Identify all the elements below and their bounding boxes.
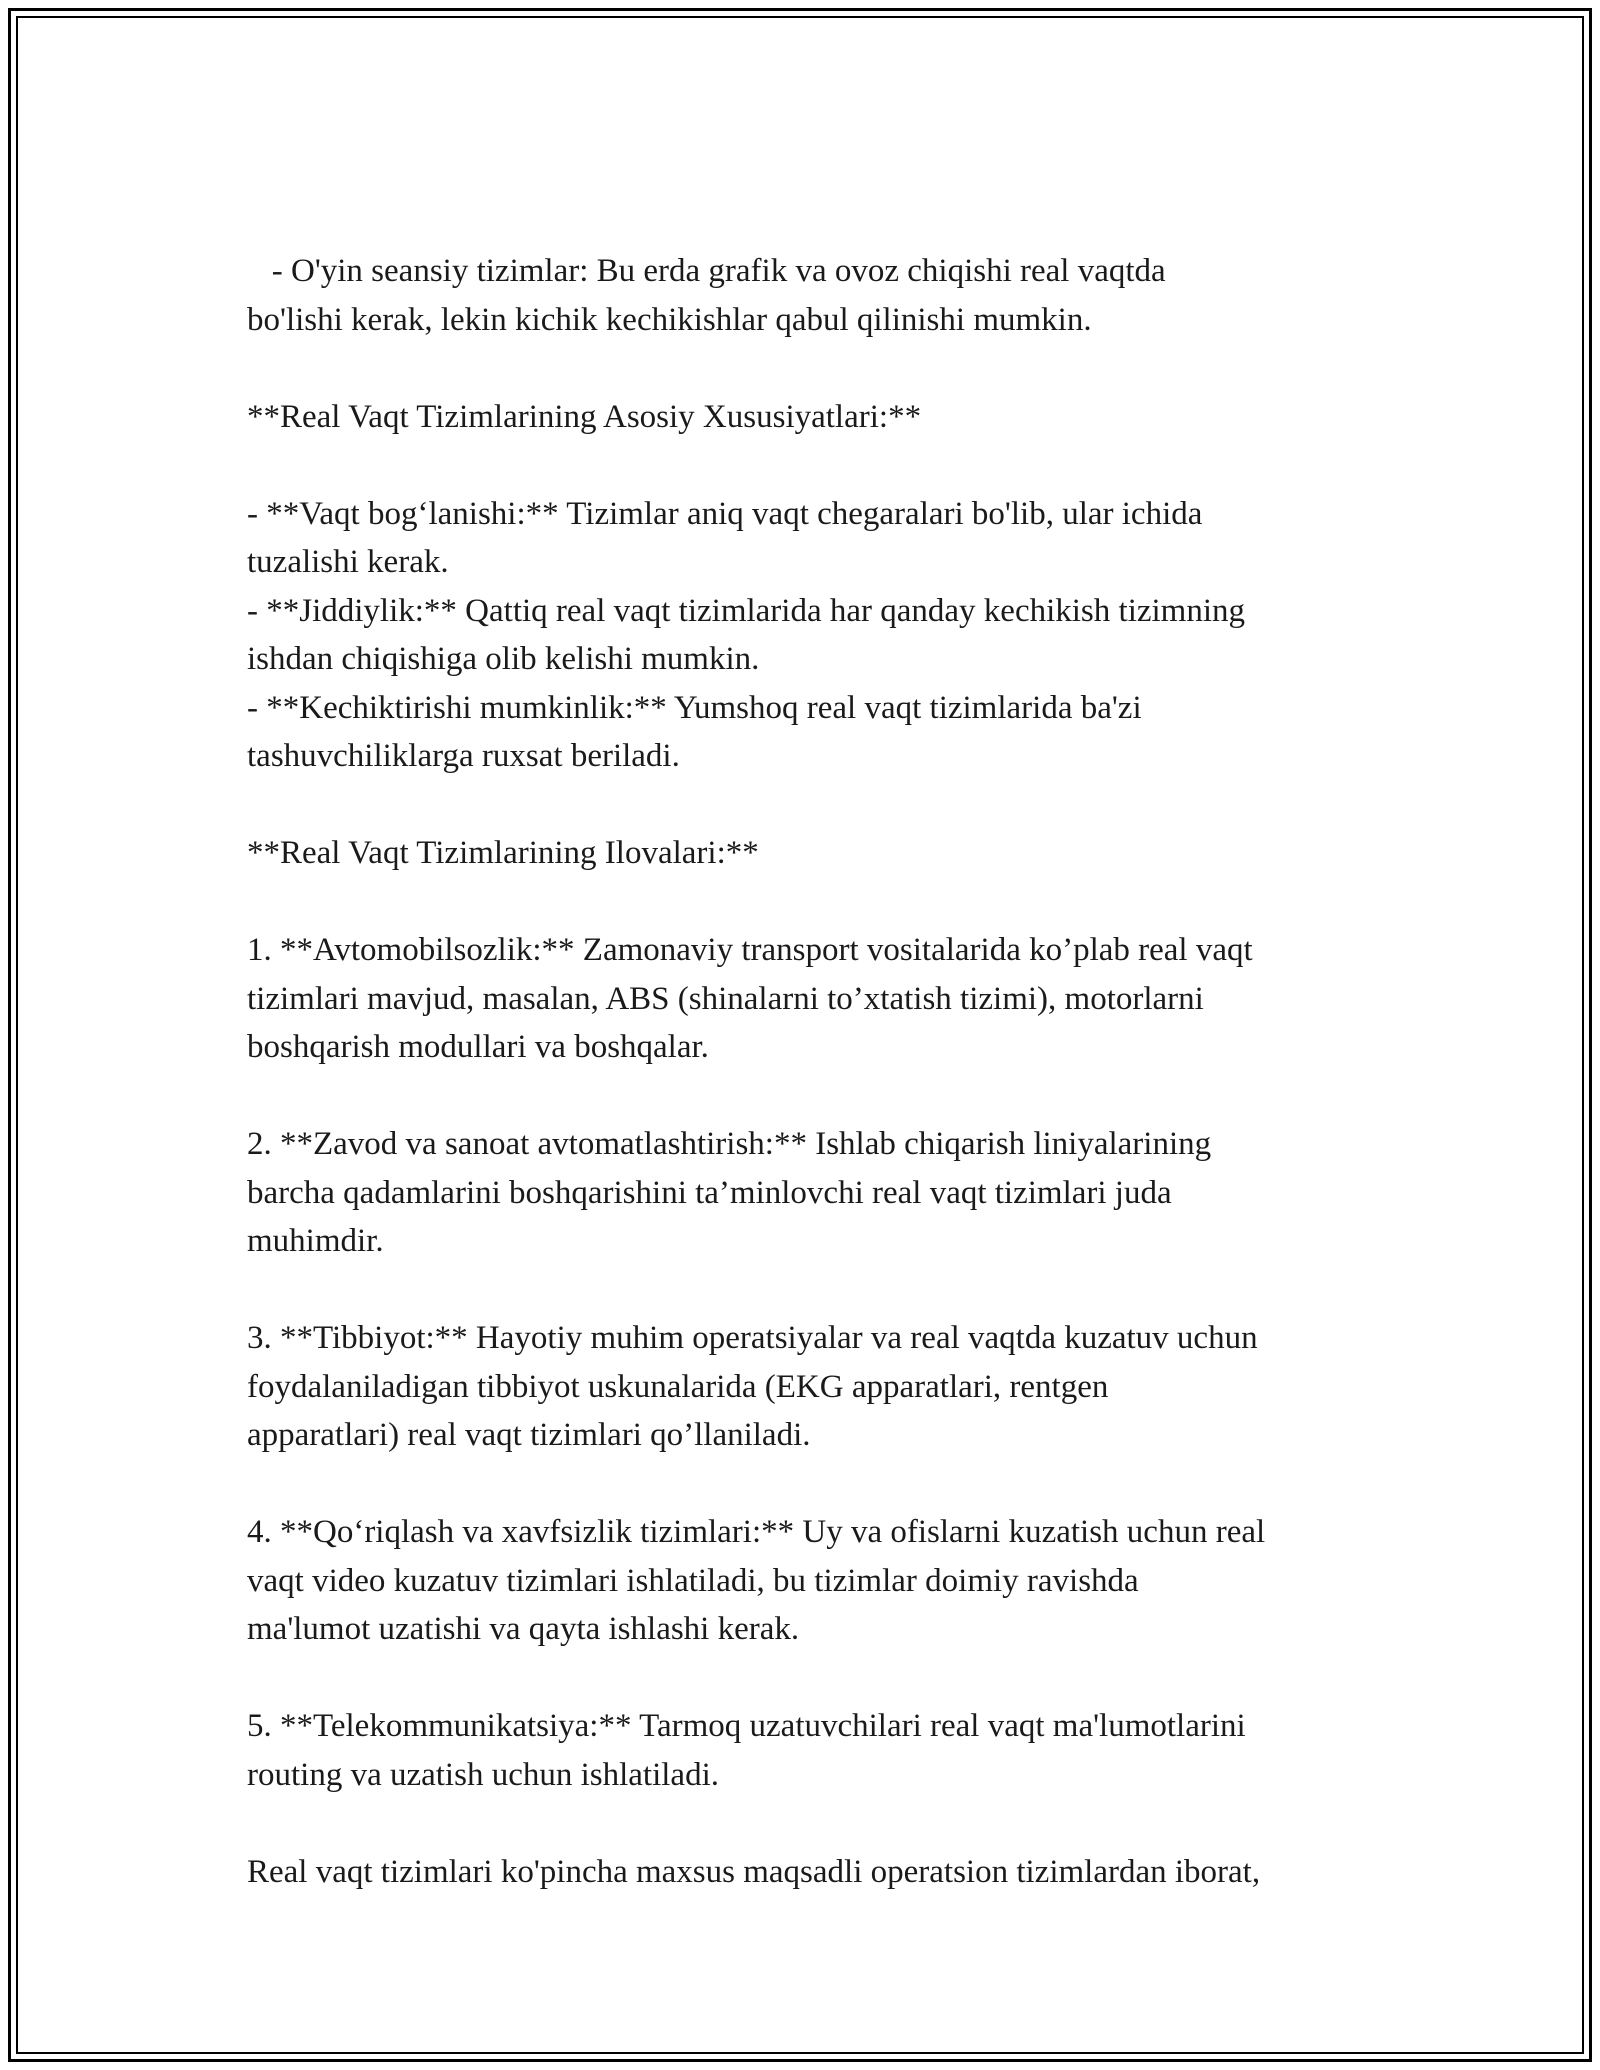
- paragraph-gap: [247, 1799, 1397, 1848]
- section-heading: **Real Vaqt Tizimlarining Ilovalari:**: [247, 835, 759, 871]
- text-line: boshqarish modullari va boshqalar.: [247, 1029, 709, 1065]
- list-item: - **Vaqt bog‘lanishi:** Tizimlar aniq vaqt chegaralari bo'lib, ular ichida: [247, 495, 1203, 532]
- text-line: tashuvchiliklarga ruxsat beriladi.: [247, 738, 680, 774]
- text-line: bo'lishi kerak, lekin kichik kechikishlar qabul qilinishi mumkin.: [247, 301, 1092, 338]
- document-page: [8, 8, 1592, 2062]
- list-item: - **Kechiktirishi mumkinlik:** Yumshoq real vaqt tizimlarida ba'zi: [247, 689, 1142, 726]
- text-line: routing va uzatish uchun ishlatiladi.: [247, 1756, 719, 1793]
- text-line: foydalaniladigan tibbiyot uskunalarida (EKG apparatlari, rentgen: [247, 1368, 1109, 1405]
- text-line: ma'lumot uzatishi va qayta ishlashi kerak.: [247, 1611, 800, 1647]
- paragraph-gap: [247, 878, 1397, 927]
- paragraph-gap: [247, 1654, 1397, 1703]
- paragraph-gap: [247, 344, 1397, 393]
- paragraph-gap: [247, 441, 1397, 490]
- text-line: - O'yin seansiy tizimlar: Bu erda grafik va ovoz chiqishi real vaqtda: [247, 253, 1166, 289]
- document-text: [247, 247, 1397, 1896]
- paragraph-gap: [247, 781, 1397, 830]
- numbered-item: 5. **Telekommunikatsiya:** Tarmoq uzatuvchilari real vaqt ma'lumotlarini: [247, 1708, 1246, 1744]
- text-line: ishdan chiqishiga olib kelishi mumkin.: [247, 641, 760, 677]
- list-item: - **Jiddiylik:** Qattiq real vaqt tizimlarida har qanday kechikish tizimning: [247, 592, 1246, 629]
- text-line: Real vaqt tizimlari ko'pincha maxsus maqsadli operatsion tizimlardan iborat,: [247, 1853, 1261, 1890]
- numbered-item: 3. **Tibbiyot:** Hayotiy muhim operatsiyalar va real vaqtda kuzatuv uchun: [247, 1320, 1258, 1356]
- text-line: vaqt video kuzatuv tizimlari ishlatiladi, bu tizimlar doimiy ravishda: [247, 1562, 1139, 1599]
- section-heading: **Real Vaqt Tizimlarining Asosiy Xususiyatlari:**: [247, 398, 922, 435]
- paragraph-gap: [247, 1072, 1397, 1121]
- numbered-item: 1. **Avtomobilsozlik:** Zamonaviy transport vositalarida ko’plab real vaqt: [247, 932, 1253, 968]
- text-line: muhimdir.: [247, 1223, 384, 1259]
- numbered-item: 4. **Qo‘riqlash va xavfsizlik tizimlari:** Uy va ofislarni kuzatish uchun real: [247, 1514, 1266, 1550]
- text-line: barcha qadamlarini boshqarishini ta’minlovchi real vaqt tizimlari juda: [247, 1174, 1172, 1211]
- text-line: tuzalishi kerak.: [247, 544, 449, 580]
- text-line: apparatlari) real vaqt tizimlari qo’llaniladi.: [247, 1417, 811, 1453]
- text-line: tizimlari mavjud, masalan, ABS (shinalarni to’xtatish tizimi), motorlarni: [247, 980, 1204, 1017]
- paragraph-gap: [247, 1266, 1397, 1315]
- paragraph-gap: [247, 1460, 1397, 1509]
- numbered-item: 2. **Zavod va sanoat avtomatlashtirish:** Ishlab chiqarish liniyalarining: [247, 1126, 1212, 1162]
